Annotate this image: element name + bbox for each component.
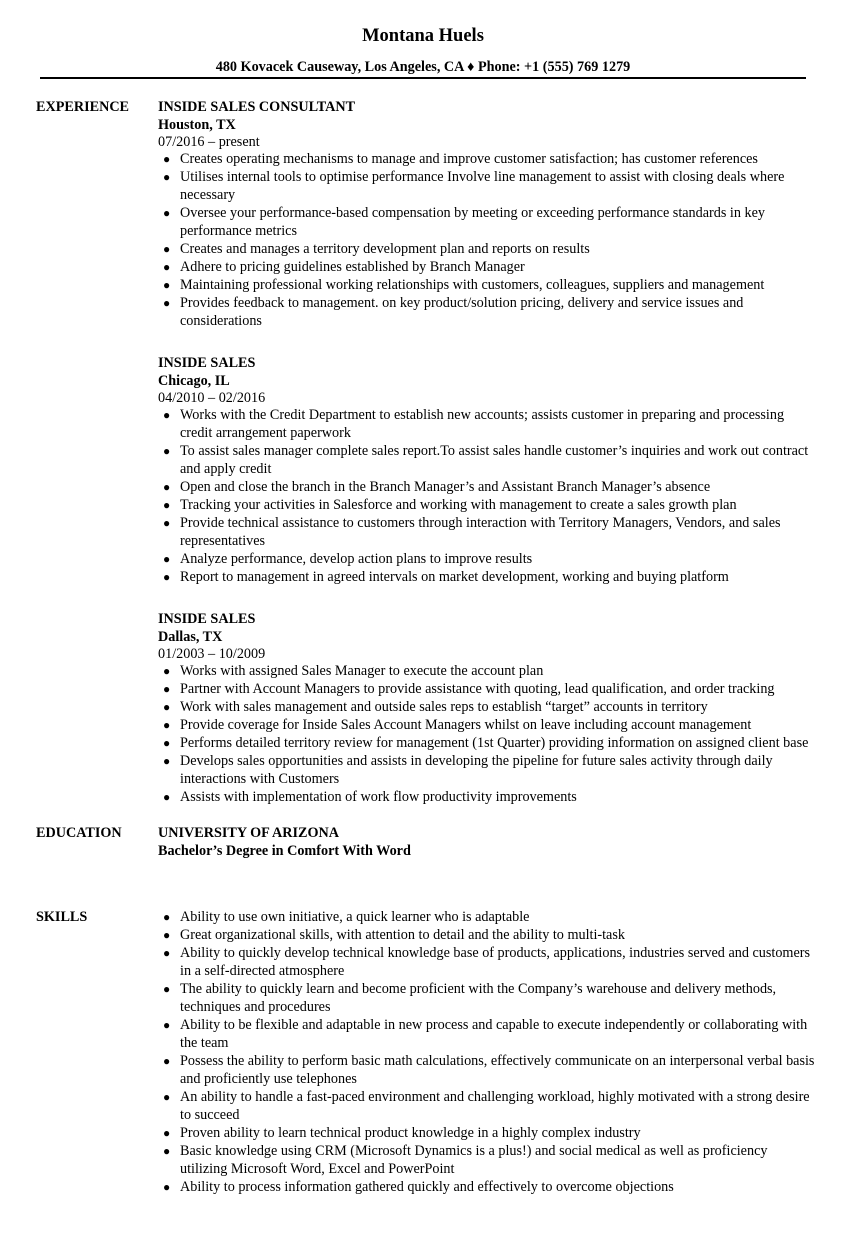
- bullet-dot-icon: ●: [163, 928, 171, 942]
- bullet-dot-icon: ●: [163, 946, 171, 960]
- degree: Bachelor’s Degree in Comfort With Word: [158, 843, 411, 859]
- bullet-dot-icon: ●: [163, 736, 171, 750]
- bullet-item: [158, 478, 818, 496]
- education-section-label: EDUCATION: [36, 825, 122, 841]
- bullet-item: [158, 240, 818, 258]
- bullet-item: [158, 680, 818, 698]
- bullet-dot-icon: ●: [163, 444, 171, 458]
- bullet-item: [158, 568, 818, 586]
- bullet-item: [158, 1088, 818, 1124]
- bullet-text: Adhere to pricing guidelines established by Branch Manager: [180, 259, 525, 275]
- bullet-dot-icon: ●: [163, 1126, 171, 1140]
- bullet-dot-icon: ●: [163, 498, 171, 512]
- job-location: Dallas, TX: [158, 629, 223, 645]
- skills-bullets: [158, 908, 818, 1196]
- bullet-dot-icon: ●: [163, 1180, 171, 1194]
- bullet-dot-icon: ●: [163, 170, 171, 184]
- bullet-item: [158, 980, 818, 1016]
- bullet-dot-icon: ●: [163, 910, 171, 924]
- bullet-item: [158, 294, 818, 330]
- bullet-item: [158, 168, 818, 204]
- bullet-text: Utilises internal tools to optimise performance Involve line management to assist with closing deals where necessary: [180, 169, 785, 203]
- bullet-dot-icon: ●: [163, 1090, 171, 1104]
- bullet-item: [158, 150, 818, 168]
- job-bullets: [158, 662, 818, 806]
- job-dates: 07/2016 – present: [158, 134, 260, 150]
- bullet-text: Works with assigned Sales Manager to execute the account plan: [180, 663, 544, 679]
- bullet-text: Report to management in agreed intervals on market development, working and buying platform: [180, 569, 729, 585]
- bullet-item: [158, 734, 818, 752]
- bullet-item: [158, 944, 818, 980]
- bullet-dot-icon: ●: [163, 278, 171, 292]
- bullet-text: Develops sales opportunities and assists in developing the pipeline for future sales activity through daily interactions with Customers: [180, 753, 773, 787]
- bullet-dot-icon: ●: [163, 408, 171, 422]
- bullet-dot-icon: ●: [163, 296, 171, 310]
- bullet-text: Work with sales management and outside sales reps to establish “target” accounts in territory: [180, 699, 708, 715]
- job-bullets: [158, 406, 818, 586]
- job-entry: [158, 98, 818, 330]
- bullet-dot-icon: ●: [163, 152, 171, 166]
- job-entry: [158, 610, 818, 806]
- bullet-item: [158, 258, 818, 276]
- skills-section-label: SKILLS: [36, 909, 88, 925]
- bullet-dot-icon: ●: [163, 480, 171, 494]
- bullet-item: [158, 662, 818, 680]
- bullet-dot-icon: ●: [163, 516, 171, 530]
- bullet-item: [158, 716, 818, 734]
- job-title: INSIDE SALES CONSULTANT: [158, 99, 356, 115]
- bullet-text: Analyze performance, develop action plans to improve results: [180, 551, 533, 567]
- bullet-text: Ability to quickly develop technical knowledge base of products, applications, industries served and customers in a self-directed atmosphere: [180, 945, 811, 979]
- bullet-text: Open and close the branch in the Branch Manager’s and Assistant Branch Manager’s absence: [180, 479, 711, 495]
- header-divider: [40, 77, 806, 79]
- bullet-dot-icon: ●: [163, 790, 171, 804]
- job-dates: 01/2003 – 10/2009: [158, 646, 266, 662]
- bullet-item: [158, 1124, 818, 1142]
- contact-line: 480 Kovacek Causeway, Los Angeles, CA ♦ Phone: +1 (555) 769 1279: [215, 59, 631, 75]
- bullet-text: Tracking your activities in Salesforce and working with management to create a sales growth plan: [180, 497, 737, 513]
- job-location: Chicago, IL: [158, 373, 230, 389]
- bullet-item: [158, 496, 818, 514]
- bullet-text: Creates and manages a territory development plan and reports on results: [180, 241, 590, 257]
- bullet-text: Ability to process information gathered quickly and effectively to overcome objections: [180, 1179, 674, 1195]
- bullet-item: [158, 1142, 818, 1178]
- bullet-dot-icon: ●: [163, 682, 171, 696]
- candidate-name: Montana Huels: [362, 26, 484, 46]
- bullet-item: [158, 908, 818, 926]
- bullet-text: Performs detailed territory review for management (1st Quarter) providing information on assigned client base: [180, 735, 809, 751]
- bullet-item: [158, 1178, 818, 1196]
- bullet-dot-icon: ●: [163, 570, 171, 584]
- job-dates: 04/2010 – 02/2016: [158, 390, 266, 406]
- bullet-dot-icon: ●: [163, 1144, 171, 1158]
- school-name: UNIVERSITY OF ARIZONA: [158, 825, 340, 841]
- bullet-text: Maintaining professional working relationships with customers, colleagues, suppliers and management: [180, 277, 765, 293]
- bullet-text: Proven ability to learn technical product knowledge in a highly complex industry: [180, 1125, 641, 1141]
- bullet-text: Partner with Account Managers to provide assistance with quoting, lead qualification, and order tracking: [180, 681, 775, 697]
- bullet-text: Ability to be flexible and adaptable in new process and capable to execute independently or collaborating with the team: [180, 1017, 808, 1051]
- bullet-text: Provides feedback to management. on key product/solution pricing, delivery and service issues and considerations: [180, 295, 744, 329]
- job-title: INSIDE SALES: [158, 611, 256, 627]
- bullet-dot-icon: ●: [163, 260, 171, 274]
- bullet-item: [158, 550, 818, 568]
- bullet-text: An ability to handle a fast-paced environment and challenging workload, highly motivated with a strong desire to succeed: [180, 1089, 810, 1123]
- bullet-item: [158, 514, 818, 550]
- job-bullets: [158, 150, 818, 330]
- bullet-item: [158, 752, 818, 788]
- job-entry: [158, 354, 818, 586]
- job-location: Houston, TX: [158, 117, 236, 133]
- bullet-text: Ability to use own initiative, a quick learner who is adaptable: [180, 909, 530, 925]
- bullet-text: Possess the ability to perform basic math calculations, effectively communicate on an interpersonal verbal basis and proficiently use telephones: [180, 1053, 815, 1087]
- job-title: INSIDE SALES: [158, 355, 256, 371]
- bullet-dot-icon: ●: [163, 552, 171, 566]
- bullet-dot-icon: ●: [163, 664, 171, 678]
- bullet-item: [158, 698, 818, 716]
- bullet-text: Assists with implementation of work flow productivity improvements: [180, 789, 577, 805]
- skills-entry: [158, 908, 818, 1196]
- bullet-item: [158, 276, 818, 294]
- bullet-text: Oversee your performance-based compensation by meeting or exceeding performance standards in key performance metrics: [180, 205, 765, 239]
- bullet-item: [158, 926, 818, 944]
- bullet-dot-icon: ●: [163, 242, 171, 256]
- bullet-dot-icon: ●: [163, 982, 171, 996]
- bullet-item: [158, 204, 818, 240]
- bullet-text: Great organizational skills, with attention to detail and the ability to multi-task: [180, 927, 625, 943]
- bullet-text: Creates operating mechanisms to manage and improve customer satisfaction; has customer references: [180, 151, 758, 167]
- bullet-item: [158, 406, 818, 442]
- education-entry: [158, 824, 818, 860]
- bullet-text: To assist sales manager complete sales report.To assist sales handle customer’s inquiries and work out contract and apply credit: [180, 443, 809, 477]
- bullet-dot-icon: ●: [163, 700, 171, 714]
- bullet-item: [158, 1052, 818, 1088]
- bullet-dot-icon: ●: [163, 206, 171, 220]
- bullet-text: Works with the Credit Department to establish new accounts; assists customer in preparing and processing credit arrangement paperwork: [180, 407, 785, 441]
- bullet-dot-icon: ●: [163, 1054, 171, 1068]
- bullet-text: Basic knowledge using CRM (Microsoft Dynamics is a plus!) and social medical as well as proficiency utilizing Microsoft Word, Excel and PowerPoint: [180, 1143, 768, 1177]
- bullet-text: Provide coverage for Inside Sales Account Managers whilst on leave including account management: [180, 717, 752, 733]
- bullet-text: Provide technical assistance to customers through interaction with Territory Managers, Vendors, and sales representatives: [180, 515, 781, 549]
- bullet-dot-icon: ●: [163, 1018, 171, 1032]
- bullet-text: The ability to quickly learn and become proficient with the Company’s warehouse and delivery methods, techniques and procedures: [180, 981, 777, 1015]
- bullet-dot-icon: ●: [163, 754, 171, 768]
- bullet-item: [158, 442, 818, 478]
- bullet-item: [158, 1016, 818, 1052]
- bullet-dot-icon: ●: [163, 718, 171, 732]
- bullet-item: [158, 788, 818, 806]
- experience-section-label: EXPERIENCE: [36, 99, 130, 115]
